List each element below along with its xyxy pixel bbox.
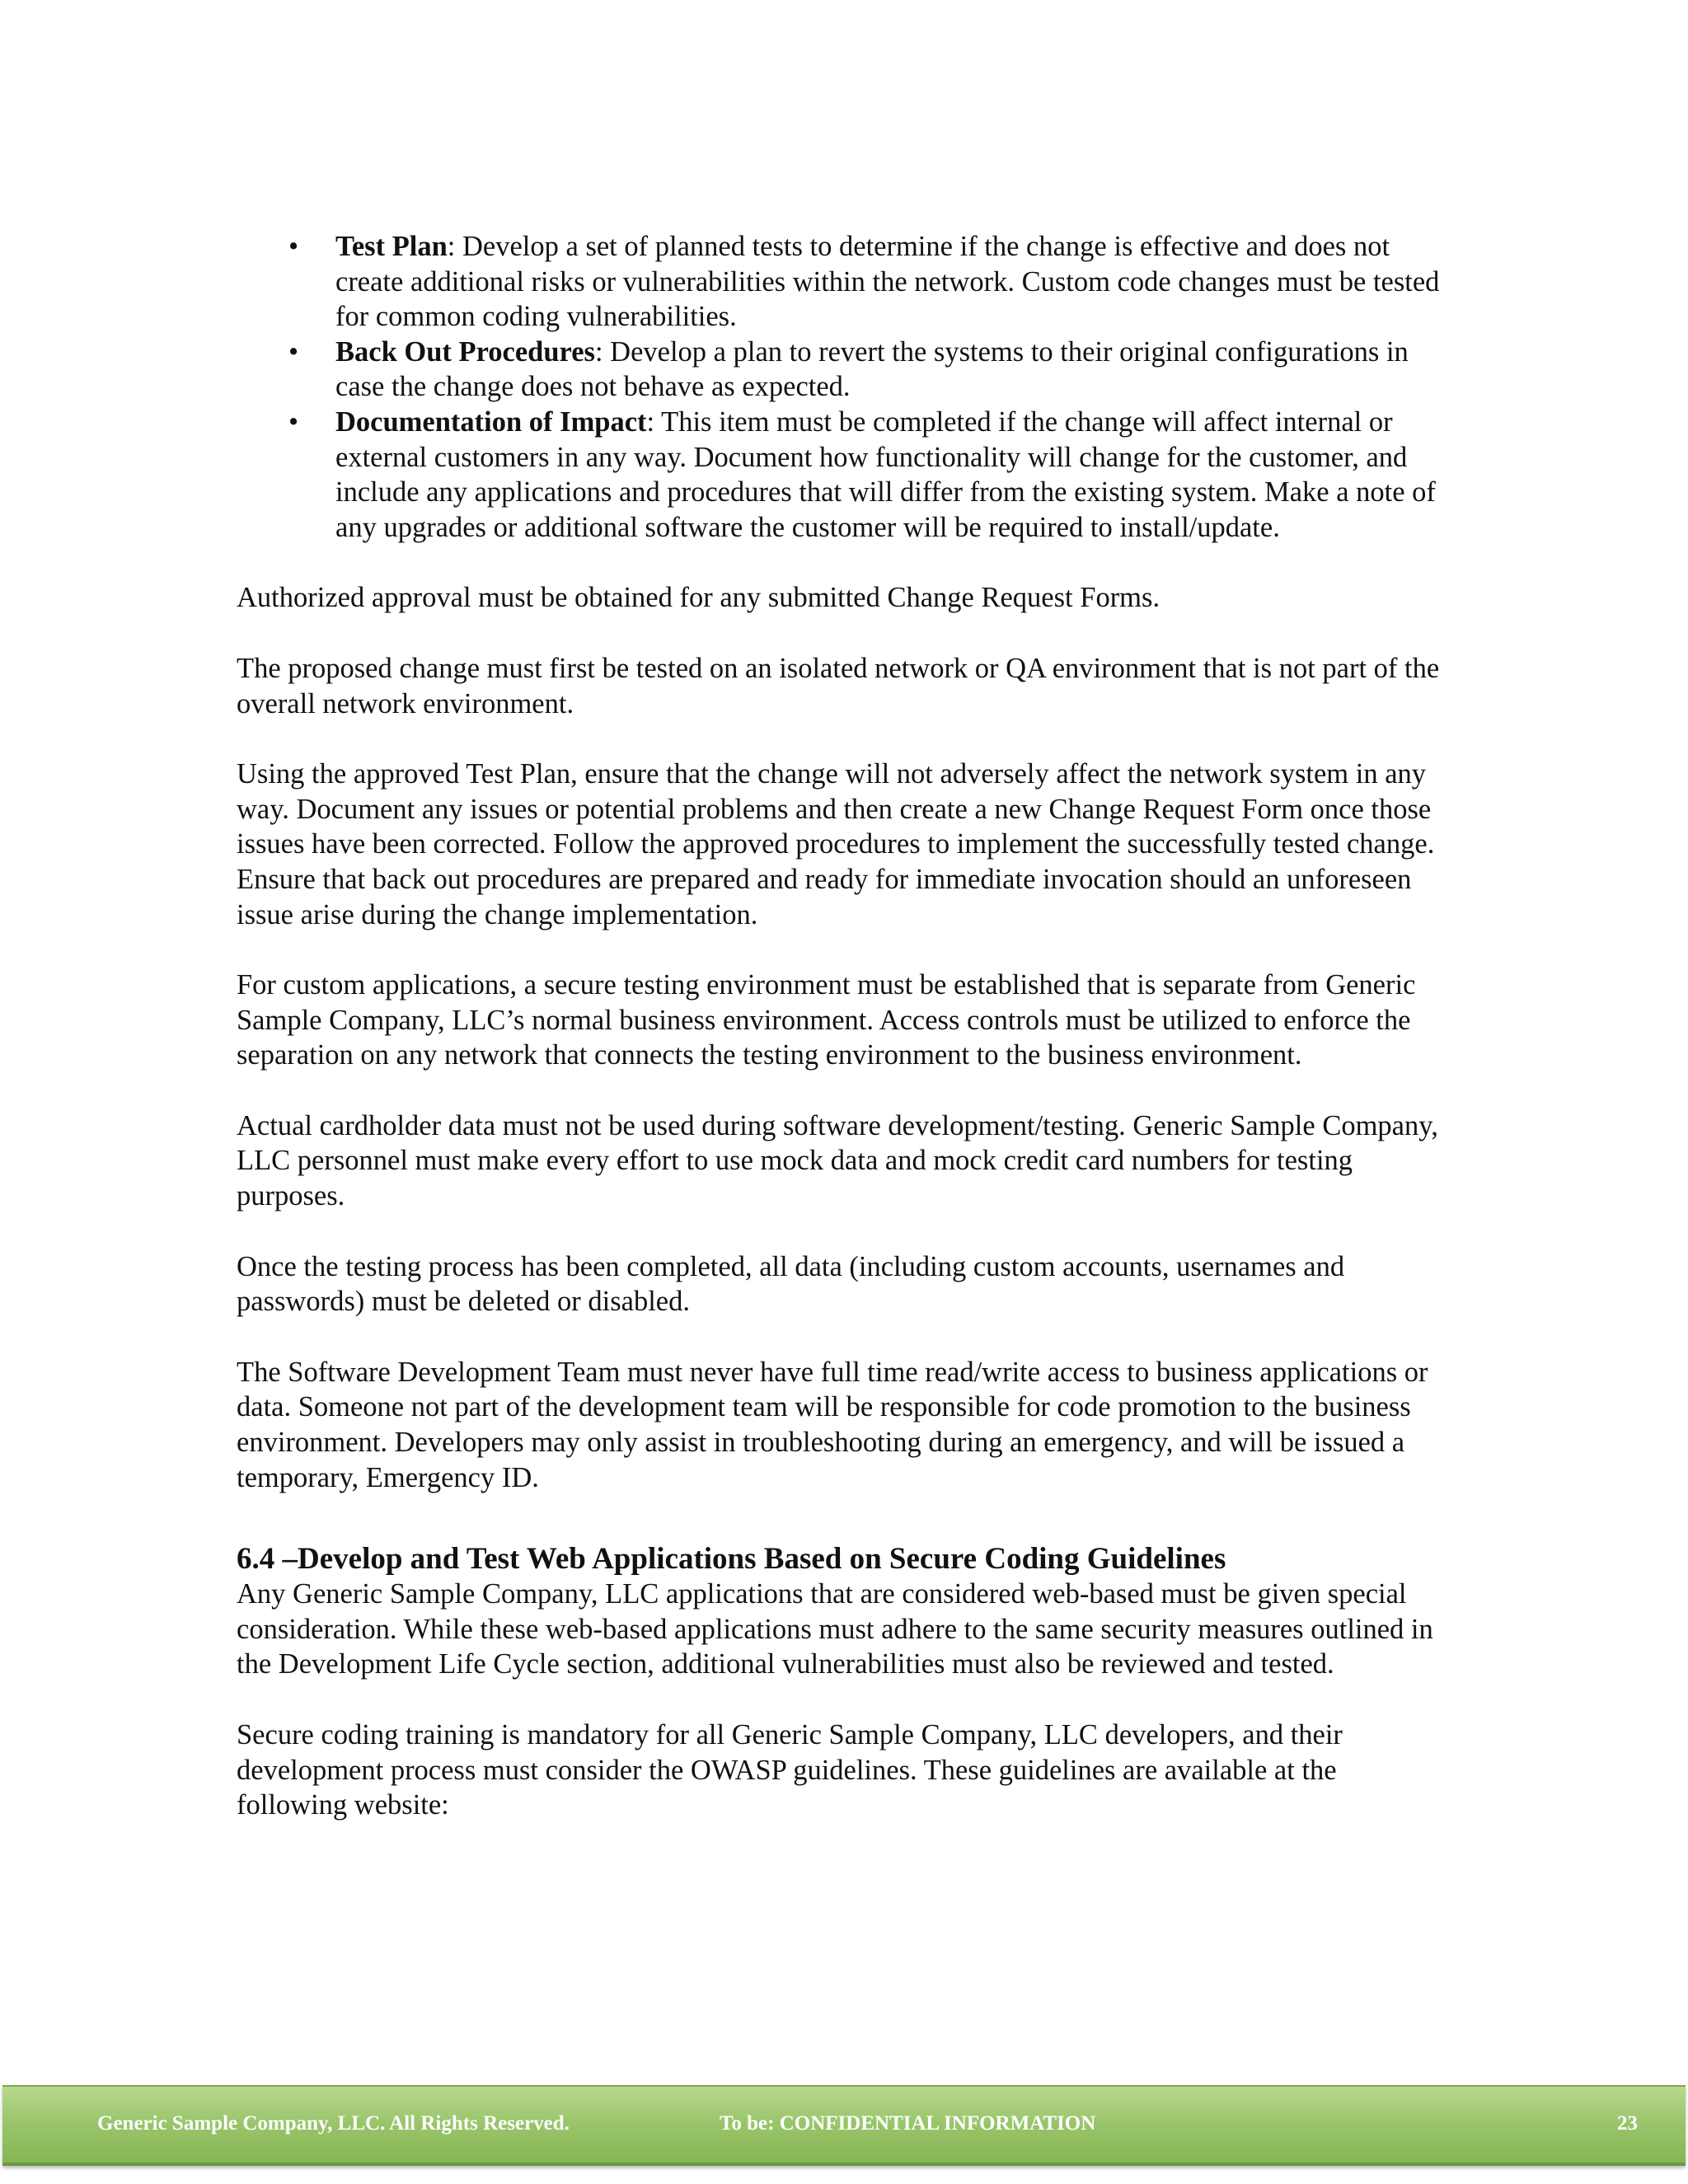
bullet-list <box>237 229 1440 545</box>
bullet-icon: • <box>288 231 299 262</box>
bullet-item-test-plan <box>288 229 1440 335</box>
document-body <box>237 229 1440 1823</box>
paragraph-authorized-approval: Authorized approval must be obtained for any submitted Change Request Forms. <box>237 582 1160 614</box>
paragraph-test-plan-usage: Using the approved Test Plan, ensure that the change will not adversely affect the network system in any way. Document any issues or potential problems and then create a new Change Request Form once those issues have been corrected. Follow the approved procedures to implement the successfully tested change. Ensure that back out procedures are prepared and ready for immediate invocation should an unforeseen issue arise during the change implementation. <box>237 758 1435 930</box>
bullet-term: Test Plan <box>335 231 448 262</box>
bullet-icon: • <box>288 335 299 368</box>
bullet-term: Back Out Procedures <box>335 335 595 368</box>
bullet-text: : Develop a set of planned tests to determine if the change is effective and does not create additional risks or vulnerabilities within the network. Custom code changes must be tested for common coding vulnerabilities. <box>335 231 1440 333</box>
bullet-item-documentation-of-impact <box>288 405 1440 545</box>
paragraph-secure-coding-training: Secure coding training is mandatory for all Generic Sample Company, LLC developers, and their development process must consider the OWASP guidelines. These guidelines are available at the following website: <box>237 1719 1343 1821</box>
bullet-term: Documentation of Impact <box>335 405 647 438</box>
page-footer <box>2 2085 1686 2166</box>
paragraph-cardholder-data: Actual cardholder data must not be used during software development/testing. Generic Sample Company, LLC personnel must make every effort to use mock data and mock credit card numbers for testing purposes. <box>237 1109 1438 1212</box>
footer-classification: To be: CONFIDENTIAL INFORMATION <box>720 2112 1096 2135</box>
paragraph-custom-applications: For custom applications, a secure testing environment must be established that is separate from Generic Sample Company, LLC’s normal business environment. Access controls must be utilized to enforce the separation on any network that connects the testing environment to the business environment. <box>237 969 1416 1071</box>
paragraph-dev-team-access: The Software Development Team must never have full time read/write access to business applications or data. Someone not part of the development team will be responsible for code promotion to the business environment. Developers may only assist in troubleshooting during an emergency, and will be issued a temporary, Emergency ID. <box>237 1356 1428 1493</box>
page-number: 23 <box>1617 2112 1638 2135</box>
paragraph-data-deletion: Once the testing process has been completed, all data (including custom accounts, usernames and passwords) must be deleted or disabled. <box>237 1250 1345 1318</box>
bullet-icon: • <box>288 405 299 438</box>
bullet-text: : This item must be completed if the change will affect internal or external customers in any way. Document how functionality will change for the customer, and include any applications and procedures that will differ from the existing system. Make a note of any upgrades or additional software the customer will be required to install/update. <box>335 405 1436 543</box>
bullet-item-back-out-procedures <box>288 335 1440 405</box>
paragraph-isolated-testing: The proposed change must first be tested on an isolated network or QA environment that is not part of the overall network environment. <box>237 652 1440 719</box>
paragraph-web-applications: Any Generic Sample Company, LLC applications that are considered web-based must be given special consideration. While these web-based applications must adhere to the same security measures outlined in the Development Life Cycle section, additional vulnerabilities must also be reviewed and tested. <box>237 1578 1433 1680</box>
footer-copyright: Generic Sample Company, LLC. All Rights Reserved. <box>97 2112 570 2135</box>
bullet-text: : Develop a plan to revert the systems to their original configurations in case the change does not behave as expected. <box>335 335 1409 403</box>
section-heading: 6.4 –Develop and Test Web Applications Based on Secure Coding Guidelines <box>237 1542 1226 1577</box>
